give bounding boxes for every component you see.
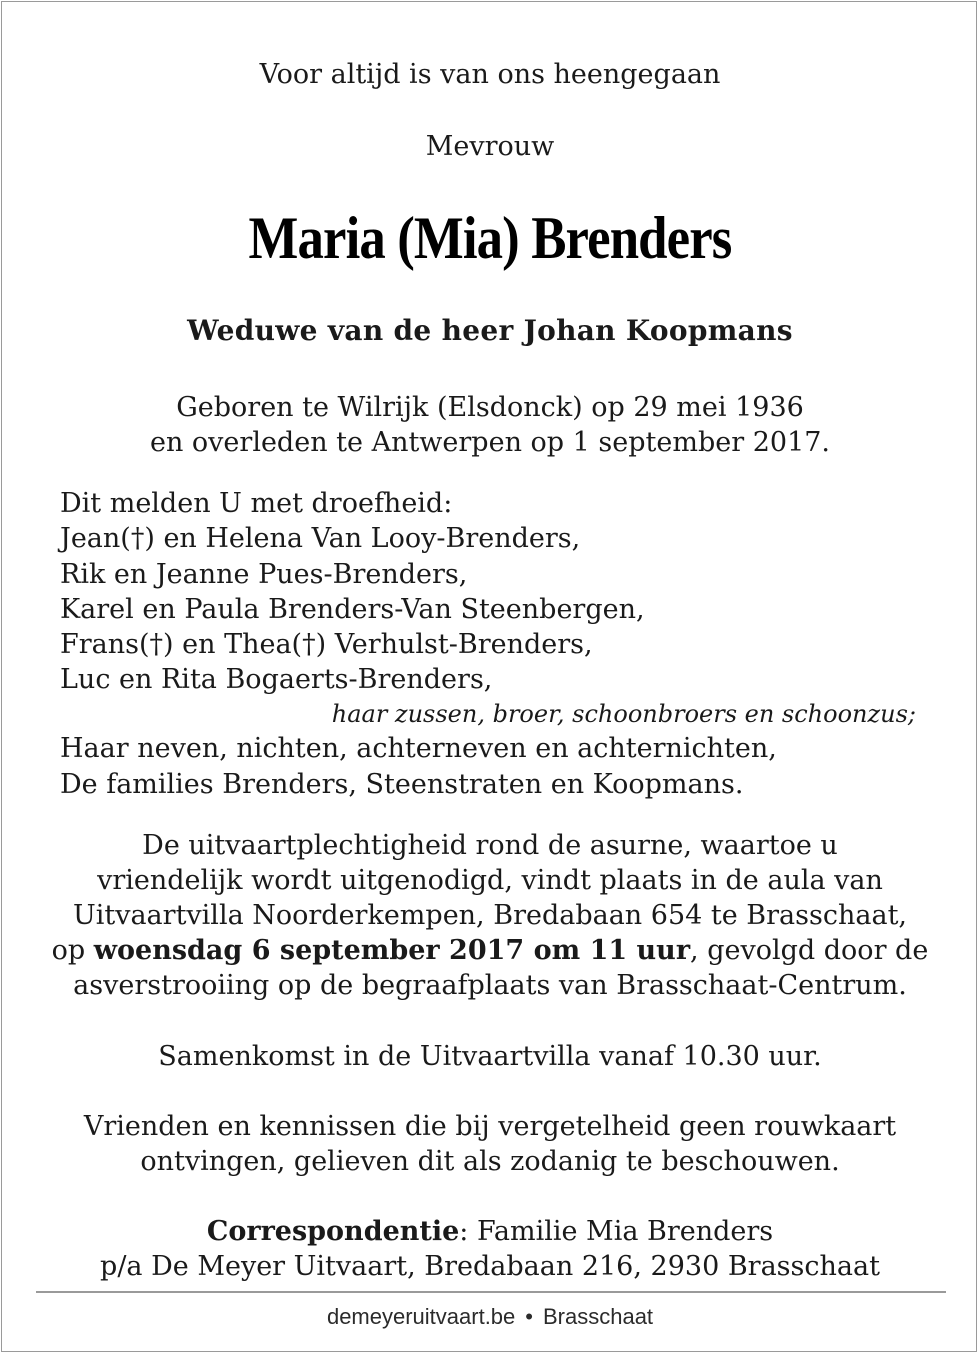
ceremony-line: Uitvaartvilla Noorderkempen, Bredabaan 654 te Brasschaat,	[72, 900, 908, 931]
ceremony-date: woensdag 6 september 2017 om 11 uur	[93, 935, 691, 966]
correspondence-line	[2, 1214, 978, 1249]
birth-line: Geboren te Wilrijk (Elsdonck) op 29 mei 1936	[176, 392, 804, 423]
friends-paragraph	[2, 1109, 978, 1179]
salutation: Mevrouw	[425, 131, 555, 162]
gathering-paragraph	[2, 1039, 978, 1074]
mourner-line: Frans(†) en Thea(†) Verhulst-Brenders,	[60, 629, 593, 660]
gathering-text: Samenkomst in de Uitvaartvilla vanaf 10.30 uur.	[158, 1041, 822, 1072]
ceremony-line: De uitvaartplechtigheid rond de asurne, waartoe u	[142, 830, 838, 861]
mourner-line: Jean(†) en Helena Van Looy-Brenders,	[60, 523, 581, 554]
footer	[2, 1303, 978, 1331]
friends-line: ontvingen, gelieven dit als zodanig te beschouwen.	[140, 1146, 840, 1177]
death-notice-card	[1, 1, 977, 1352]
footer-town: Brasschaat	[542, 1304, 654, 1329]
mourner-line: Rik en Jeanne Pues-Brenders,	[60, 559, 468, 590]
mourner-line: Karel en Paula Brenders-Van Steenbergen,	[60, 594, 645, 625]
spouse-line: Weduwe van de heer Johan Koopmans	[187, 314, 793, 347]
mourner-line: Haar neven, nichten, achterneven en achternichten,	[60, 733, 777, 764]
ceremony-line: vriendelijk wordt uitgenodigd, vindt plaats in de aula van	[97, 865, 883, 896]
footer-website: demeyeruitvaart.be	[326, 1304, 516, 1329]
deceased-name: Maria (Mia) Brenders	[248, 205, 732, 271]
footer-divider	[36, 1291, 946, 1293]
correspondence-address: p/a De Meyer Uitvaart, Bredabaan 216, 2930 Brasschaat	[100, 1251, 880, 1282]
mourner-line: Luc en Rita Bogaerts-Brenders,	[60, 664, 493, 695]
ceremony-date-prefix: op	[51, 935, 94, 966]
mourner-line: De families Brenders, Steenstraten en Koopmans.	[60, 769, 744, 800]
ceremony-line: asverstrooiing op de begraafplaats van Brasschaat-Centrum.	[73, 970, 907, 1001]
correspondence-recipient: : Familie Mia Brenders	[459, 1216, 774, 1247]
ceremony-date-suffix: , gevolgd door de	[690, 935, 929, 966]
mourners-heading: Dit melden U met droefheid:	[60, 488, 453, 519]
death-line: en overleden te Antwerpen op 1 september 2017.	[149, 427, 831, 458]
ceremony-paragraph	[2, 828, 978, 1003]
correspondence-block	[2, 1214, 978, 1284]
intro-text: Voor altijd is van ons heengegaan	[259, 59, 721, 90]
ceremony-date-line	[2, 933, 978, 968]
correspondence-label: Correspondentie	[206, 1216, 460, 1247]
friends-line: Vrienden en kennissen die bij vergetelheid geen rouwkaart	[83, 1111, 897, 1142]
siblings-relation: haar zussen, broer, schoonbroers en schoonzus;	[331, 700, 916, 728]
footer-separator: •	[525, 1304, 533, 1329]
